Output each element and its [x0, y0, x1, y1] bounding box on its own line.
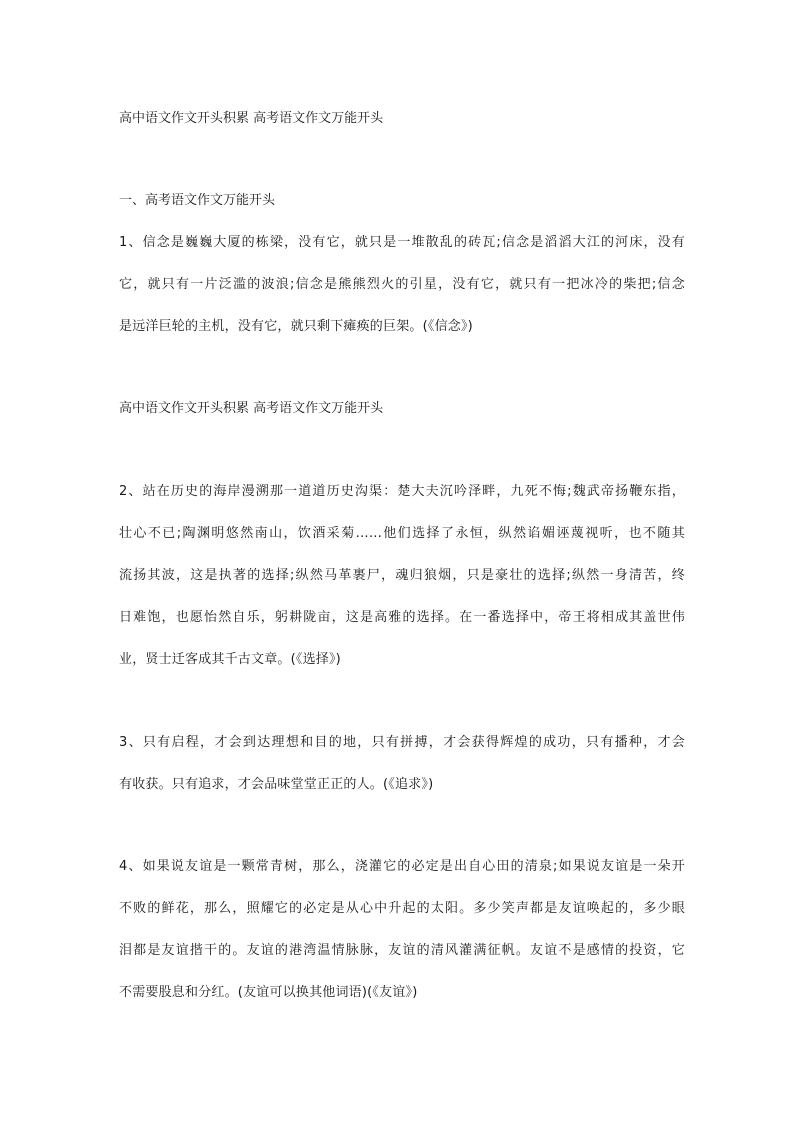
paragraph-1-line-1: 1、信念是巍巍大厦的栋梁，没有它，就只是一堆散乱的砖瓦;信念是滔滔大江的河床，没有 — [119, 235, 685, 250]
paragraph-3-line-1: 3、只有启程，才会到达理想和目的地，只有拼搏，才会获得辉煌的成功，只有播种，才会 — [119, 735, 685, 750]
paragraph-2-line-3: 流扬其波，这是执著的选择;纵然马革裹尸，魂归狼烟，只是豪壮的选择;纵然一身清苦，终 — [119, 568, 685, 583]
paragraph-2-line-5: 业，贤士迁客成其千古文章。(《选择》) — [119, 652, 341, 667]
paragraph-3-line-2: 有收获。只有追求，才会品味堂堂正正的人。(《追求》) — [119, 777, 434, 792]
paragraph-2-line-4: 日难饱，也愿怡然自乐，躬耕陇亩，这是高雅的选择。在一番选择中，帝王将相成其盖世伟 — [119, 610, 685, 625]
document-title: 高中语文作文开头积累 高考语文作文万能开头 — [119, 111, 384, 126]
paragraph-4-line-2: 不败的鲜花，那么，照耀它的必定是从心中升起的太阳。多少笑声都是友谊唤起的，多少眼 — [119, 901, 685, 916]
paragraph-1-line-3: 是远洋巨轮的主机，没有它，就只剩下瘫痪的巨架。(《信念》) — [119, 319, 473, 334]
paragraph-2-line-1: 2、站在历史的海岸漫溯那一道道历史沟渠：楚大夫沉吟泽畔，九死不悔;魏武帝扬鞭东指， — [119, 484, 685, 499]
paragraph-2-line-2: 壮心不已;陶渊明悠然南山，饮酒采菊……他们选择了永恒，纵然谄媚诬蔑视听，也不随其 — [119, 526, 685, 541]
paragraph-4-line-1: 4、如果说友谊是一颗常青树，那么，浇灌它的必定是出自心田的清泉;如果说友谊是一朵开 — [119, 859, 685, 874]
repeat-title: 高中语文作文开头积累 高考语文作文万能开头 — [119, 401, 384, 416]
paragraph-1-line-2: 它，就只有一片泛滥的波浪;信念是熊熊烈火的引星，没有它，就只有一把冰冷的柴把;信念 — [119, 277, 685, 292]
section-heading: 一、高考语文作文万能开头 — [119, 193, 276, 208]
paragraph-4-line-4: 不需要股息和分红。(友谊可以换其他词语)(《友谊》) — [119, 985, 418, 1000]
paragraph-4-line-3: 泪都是友谊揩干的。友谊的港湾温情脉脉，友谊的清风灌满征帆。友谊不是感情的投资，它 — [119, 943, 685, 958]
